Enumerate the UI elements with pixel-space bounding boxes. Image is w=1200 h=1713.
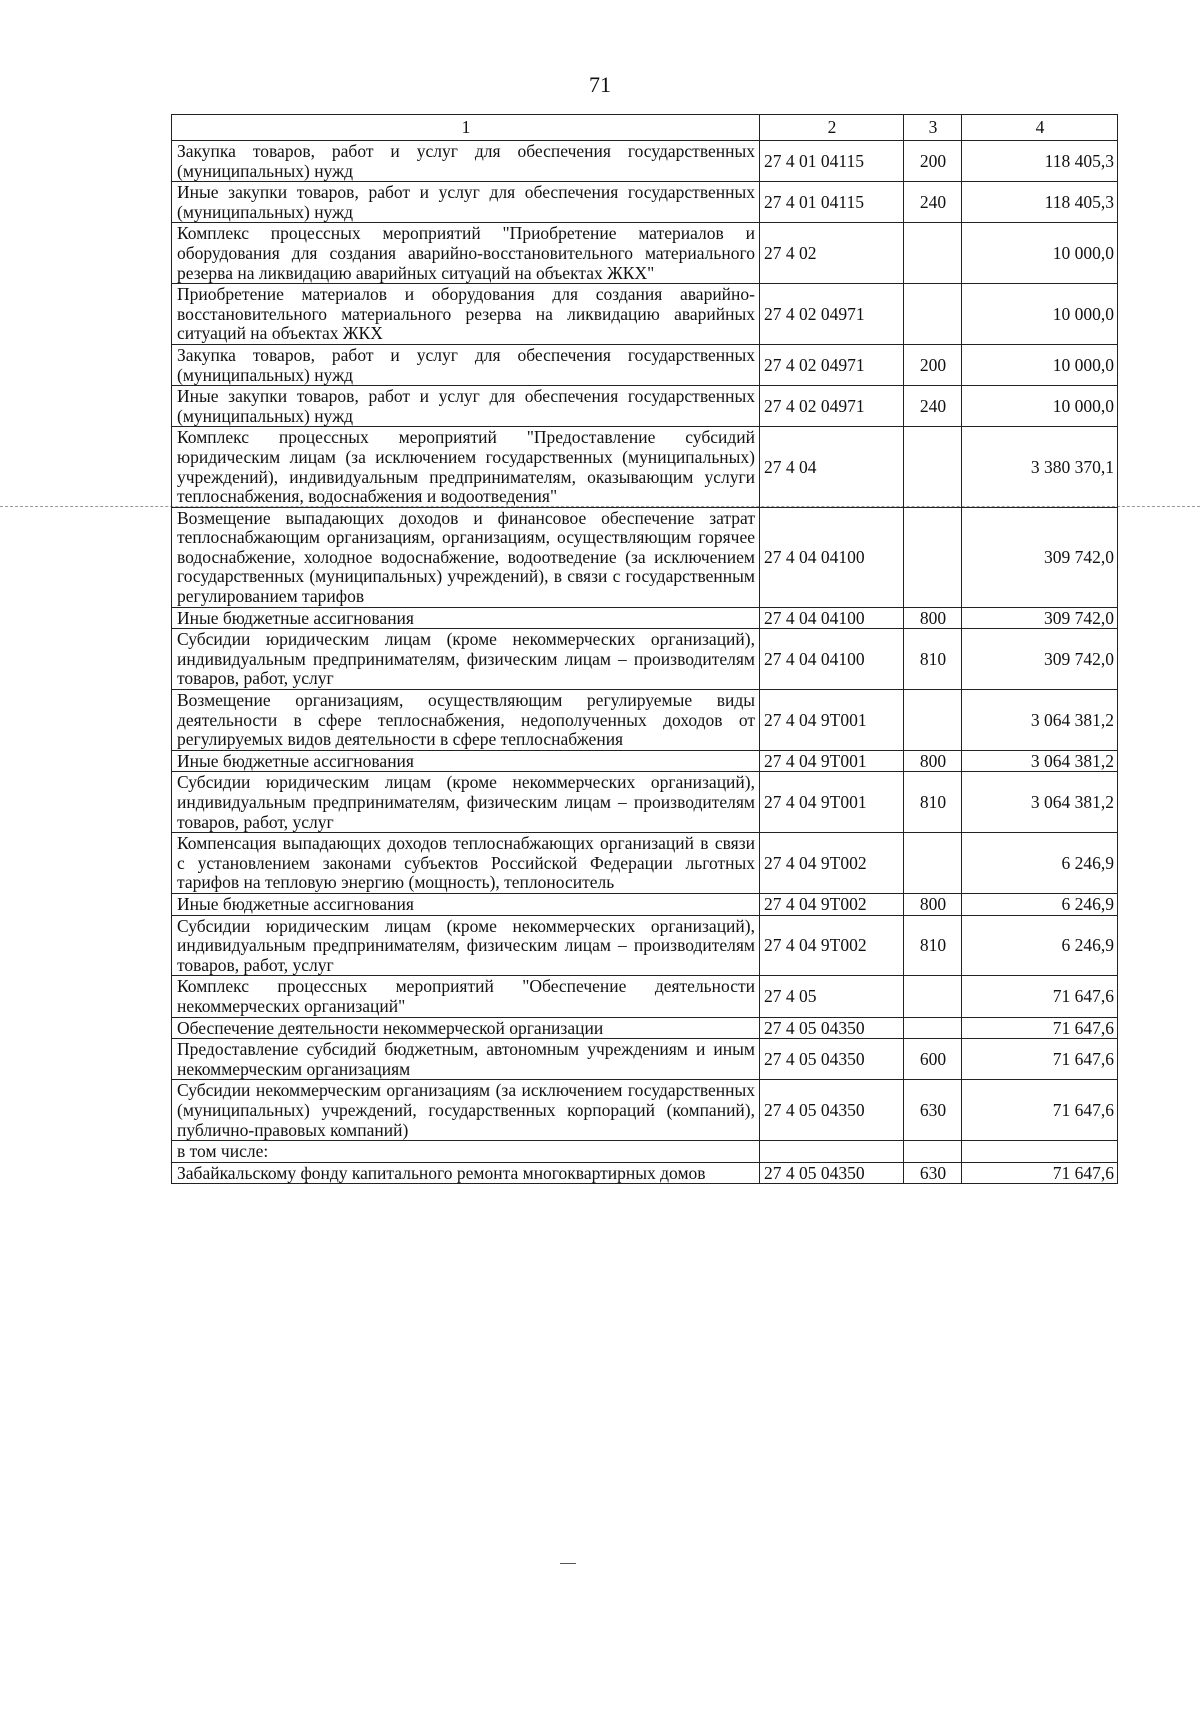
row-name: Закупка товаров, работ и услуг для обеспечения государственных (муниципальных) нужд	[172, 141, 760, 182]
row-amount: 10 000,0	[962, 284, 1118, 345]
row-name: Комплекс процессных мероприятий "Обеспечение деятельности некоммерческих организаций"	[172, 976, 760, 1017]
row-expense-type	[904, 284, 962, 345]
row-expense-type: 200	[904, 141, 962, 182]
table-row	[172, 1162, 1118, 1184]
row-amount: 3 064 381,2	[962, 690, 1118, 751]
row-name: Комплекс процессных мероприятий "Приобретение материалов и оборудования для создания аварийно-восстановительного материального резерва на ликвидацию аварийных ситуаций на объектах ЖКХ"	[172, 223, 760, 284]
row-amount: 3 064 381,2	[962, 750, 1118, 772]
row-expense-type: 630	[904, 1162, 962, 1184]
row-expense-type: 200	[904, 344, 962, 385]
row-expense-type	[904, 223, 962, 284]
table-row	[172, 386, 1118, 427]
table-body	[172, 115, 1118, 1184]
row-expense-type: 810	[904, 915, 962, 976]
table-row	[172, 223, 1118, 284]
row-code: 27 4 02 04971	[760, 344, 904, 385]
scan-artifact-dash	[560, 1563, 576, 1564]
row-expense-type: 810	[904, 772, 962, 833]
table-row	[172, 629, 1118, 690]
table-row	[172, 182, 1118, 223]
table-row	[172, 915, 1118, 976]
row-name: Иные закупки товаров, работ и услуг для обеспечения государственных (муниципальных) нужд	[172, 182, 760, 223]
table-row	[172, 893, 1118, 915]
row-name: Забайкальскому фонду капитального ремонта многоквартирных домов	[172, 1162, 760, 1184]
row-amount: 309 742,0	[962, 629, 1118, 690]
table-row	[172, 1080, 1118, 1141]
table-row	[172, 750, 1118, 772]
row-code: 27 4 01 04115	[760, 141, 904, 182]
header-col-3: 3	[904, 115, 962, 141]
budget-table	[171, 114, 1118, 1184]
row-code: 27 4 02	[760, 223, 904, 284]
row-name: Субсидии некоммерческим организациям (за исключением государственных (муниципальных) учреждений, государственных корпораций (компаний), публично-правовых компаний)	[172, 1080, 760, 1141]
row-expense-type	[904, 507, 962, 607]
table-row	[172, 772, 1118, 833]
row-amount: 71 647,6	[962, 976, 1118, 1017]
row-amount: 10 000,0	[962, 344, 1118, 385]
row-code: 27 4 04	[760, 427, 904, 507]
row-amount	[962, 1141, 1118, 1163]
row-code: 27 4 04 9Т001	[760, 690, 904, 751]
row-expense-type: 810	[904, 629, 962, 690]
row-name: Иные бюджетные ассигнования	[172, 607, 760, 629]
row-name: Предоставление субсидий бюджетным, автономным учреждениям и иным некоммерческим организациям	[172, 1039, 760, 1080]
row-code: 27 4 04 04100	[760, 607, 904, 629]
page-number: 71	[589, 72, 611, 97]
header-col-2: 2	[760, 115, 904, 141]
row-name: Субсидии юридическим лицам (кроме некоммерческих организаций), индивидуальным предпринимателям, физическим лицам – производителям товаров, работ, услуг	[172, 772, 760, 833]
row-code: 27 4 05 04350	[760, 1162, 904, 1184]
row-code: 27 4 04 04100	[760, 507, 904, 607]
row-code: 27 4 02 04971	[760, 284, 904, 345]
row-expense-type: 240	[904, 386, 962, 427]
row-code: 27 4 04 9Т001	[760, 772, 904, 833]
row-amount: 10 000,0	[962, 223, 1118, 284]
row-amount: 71 647,6	[962, 1080, 1118, 1141]
row-expense-type	[904, 1017, 962, 1039]
row-code: 27 4 04 9Т002	[760, 833, 904, 894]
row-expense-type: 800	[904, 750, 962, 772]
row-name: Иные бюджетные ассигнования	[172, 893, 760, 915]
row-expense-type	[904, 976, 962, 1017]
row-amount: 309 742,0	[962, 607, 1118, 629]
row-name: Закупка товаров, работ и услуг для обеспечения государственных (муниципальных) нужд	[172, 344, 760, 385]
table-row	[172, 1039, 1118, 1080]
table-row	[172, 607, 1118, 629]
row-amount: 118 405,3	[962, 141, 1118, 182]
row-name: Приобретение материалов и оборудования для создания аварийно-восстановительного материального резерва на ликвидацию аварийных ситуаций на объектах ЖКХ	[172, 284, 760, 345]
row-name: в том числе:	[172, 1141, 760, 1163]
table-row	[172, 1141, 1118, 1163]
row-expense-type	[904, 427, 962, 507]
row-expense-type: 630	[904, 1080, 962, 1141]
row-amount: 71 647,6	[962, 1039, 1118, 1080]
header-col-1: 1	[172, 115, 760, 141]
row-name: Иные бюджетные ассигнования	[172, 750, 760, 772]
row-name: Субсидии юридическим лицам (кроме некоммерческих организаций), индивидуальным предпринимателям, физическим лицам – производителям товаров, работ, услуг	[172, 915, 760, 976]
row-name: Иные закупки товаров, работ и услуг для обеспечения государственных (муниципальных) нужд	[172, 386, 760, 427]
table-header-row	[172, 115, 1118, 141]
row-amount: 118 405,3	[962, 182, 1118, 223]
row-code: 27 4 05 04350	[760, 1080, 904, 1141]
row-name: Обеспечение деятельности некоммерческой организации	[172, 1017, 760, 1039]
row-amount: 6 246,9	[962, 833, 1118, 894]
row-code: 27 4 05 04350	[760, 1039, 904, 1080]
row-expense-type: 800	[904, 893, 962, 915]
row-expense-type: 600	[904, 1039, 962, 1080]
row-amount: 71 647,6	[962, 1162, 1118, 1184]
row-code: 27 4 02 04971	[760, 386, 904, 427]
row-code: 27 4 01 04115	[760, 182, 904, 223]
table-row	[172, 1017, 1118, 1039]
table-row	[172, 690, 1118, 751]
table-row	[172, 284, 1118, 345]
row-name: Комплекс процессных мероприятий "Предоставление субсидий юридическим лицам (за исключением государственных (муниципальных) учреждений), индивидуальным предпринимателям, оказывающим услуги теплоснабжения, водоснабжения и водоотведения"	[172, 427, 760, 507]
row-amount: 3 064 381,2	[962, 772, 1118, 833]
row-expense-type	[904, 690, 962, 751]
row-amount: 6 246,9	[962, 915, 1118, 976]
row-expense-type	[904, 833, 962, 894]
row-name: Возмещение организациям, осуществляющим регулируемые виды деятельности в сфере теплоснабжения, недополученных доходов от регулируемых видов деятельности в сфере теплоснабжения	[172, 690, 760, 751]
table-row	[172, 141, 1118, 182]
row-expense-type	[904, 1141, 962, 1163]
row-amount: 3 380 370,1	[962, 427, 1118, 507]
row-code	[760, 1141, 904, 1163]
row-name: Субсидии юридическим лицам (кроме некоммерческих организаций), индивидуальным предпринимателям, физическим лицам – производителям товаров, работ, услуг	[172, 629, 760, 690]
row-amount: 6 246,9	[962, 893, 1118, 915]
table-row	[172, 833, 1118, 894]
row-name: Возмещение выпадающих доходов и финансовое обеспечение затрат теплоснабжающим организациям, организациям, осуществляющим горячее водоснабжение, холодное водоснабжение, водоотведение (за исключением государственных (муниципальных) учреждений), в связи с государственным регулированием тарифов	[172, 507, 760, 607]
table-row	[172, 427, 1118, 507]
row-code: 27 4 05	[760, 976, 904, 1017]
row-amount: 309 742,0	[962, 507, 1118, 607]
header-col-4: 4	[962, 115, 1118, 141]
row-amount: 10 000,0	[962, 386, 1118, 427]
row-expense-type: 240	[904, 182, 962, 223]
row-code: 27 4 04 9Т002	[760, 893, 904, 915]
row-code: 27 4 04 9Т002	[760, 915, 904, 976]
row-code: 27 4 04 04100	[760, 629, 904, 690]
row-name: Компенсация выпадающих доходов теплоснабжающих организаций в связи с установлением законами субъектов Российской Федерации льготных тарифов на тепловую энергию (мощность), теплоноситель	[172, 833, 760, 894]
table-row	[172, 344, 1118, 385]
row-expense-type: 800	[904, 607, 962, 629]
row-amount: 71 647,6	[962, 1017, 1118, 1039]
row-code: 27 4 04 9Т001	[760, 750, 904, 772]
table-row	[172, 976, 1118, 1017]
row-code: 27 4 05 04350	[760, 1017, 904, 1039]
table-row	[172, 507, 1118, 607]
